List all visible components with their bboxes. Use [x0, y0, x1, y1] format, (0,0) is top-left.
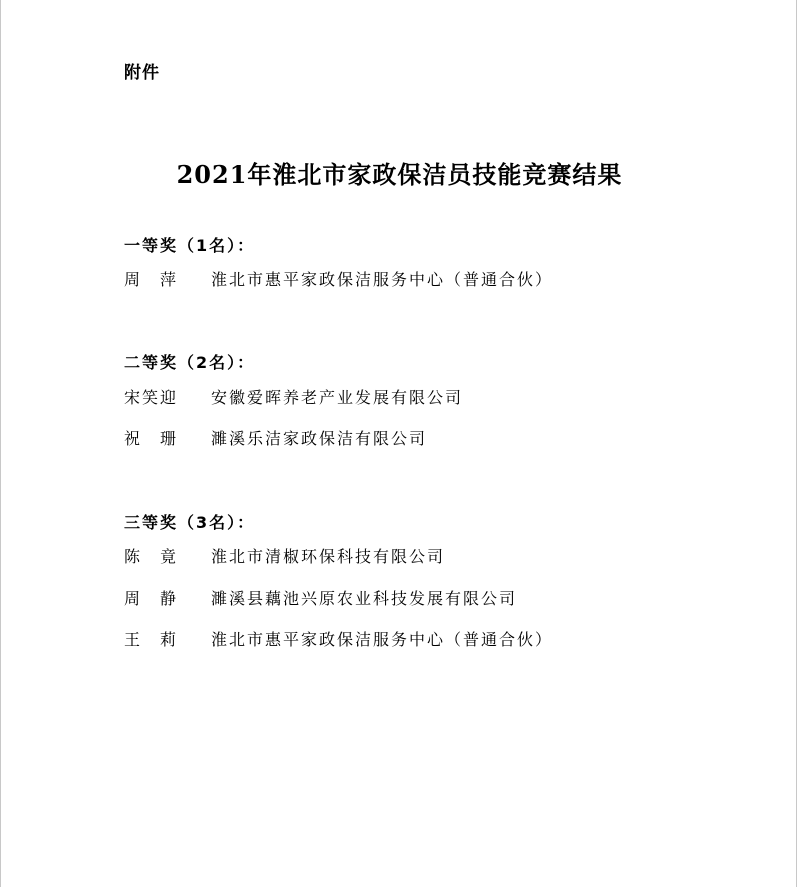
- winner-name: 王 莉: [124, 630, 179, 649]
- winner-name: 周 萍: [124, 270, 179, 289]
- winner-organization: 淮北市惠平家政保洁服务中心（普通合伙）: [211, 630, 554, 649]
- winner-organization: 淮北市清椒环保科技有限公司: [211, 547, 446, 566]
- winner-organization: 濉溪乐洁家政保洁有限公司: [211, 429, 428, 448]
- attachment-label: 附件: [124, 63, 160, 83]
- winner-organization: 淮北市惠平家政保洁服务中心（普通合伙）: [211, 270, 554, 289]
- first-prize-heading: 一等奖（1名）：: [124, 236, 256, 255]
- winner-name: 陈 竟: [124, 547, 179, 566]
- winner-name: 祝 珊: [124, 429, 179, 448]
- third-prize-heading: 三等奖（3名）：: [124, 513, 256, 532]
- winner-organization: 濉溪县藕池兴原农业科技发展有限公司: [211, 589, 518, 608]
- document-title: 2021年淮北市家政保洁员技能竞赛结果: [176, 160, 623, 189]
- second-prize-heading: 二等奖（2名）：: [124, 353, 256, 372]
- winner-name: 周 静: [124, 589, 179, 608]
- winner-organization: 安徽爱晖养老产业发展有限公司: [211, 388, 464, 407]
- winner-name: 宋笑迎: [124, 388, 179, 407]
